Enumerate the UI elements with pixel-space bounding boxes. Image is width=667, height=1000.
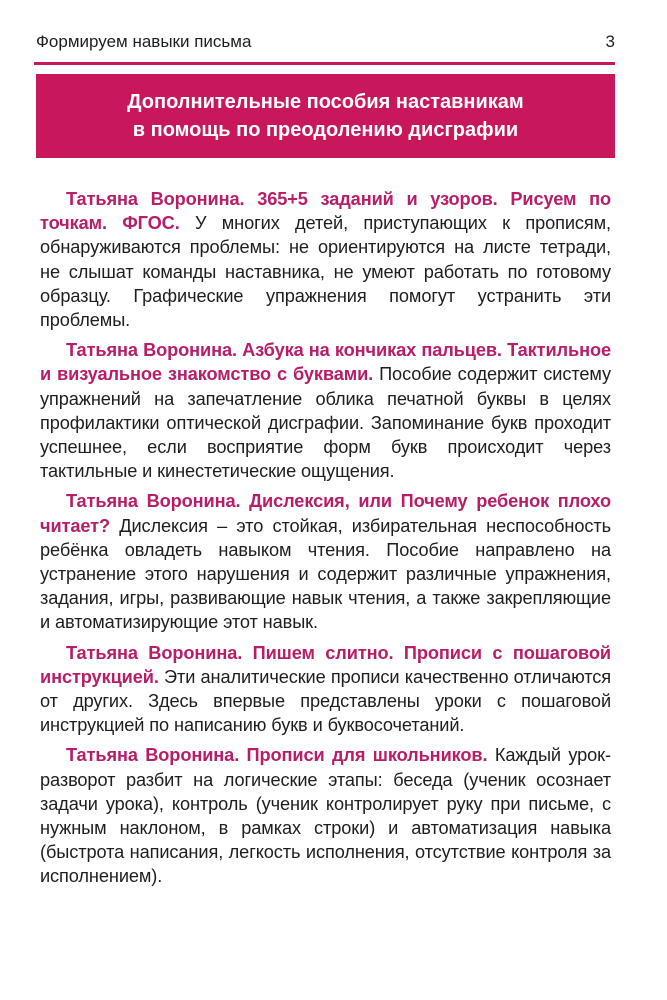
book-description: У многих детей, приступающих к прописям, обнаруживаются проблемы: не ориентируются на листе тетради, не слышат команды наставника, не умеют работать по готовому образцу. Графические упражнения помогут устранить эти проблемы. (40, 213, 612, 331)
book-entry-3 (40, 489, 611, 634)
book-description: Пособие содержит систему упражнений на запечатление облика печатной буквы в целях профилактики оптической дисграфии. Запоминание букв проходит успешнее, если восприятие форм букв происходит через тактильные и кинестетические ощущения. (40, 364, 611, 482)
book-entry-1 (40, 187, 611, 332)
book-title: Татьяна Воронина. Пишем слитно. Прописи с пошаговой инструкцией. (40, 642, 611, 687)
page-header (36, 32, 615, 58)
book-entry-2 (40, 338, 611, 483)
page-number: 3 (605, 32, 615, 51)
book-list (40, 187, 611, 895)
book-title: Татьяна Воронина. Дислексия, или Почему ребенок плохо читает? (40, 491, 611, 536)
section-banner (36, 74, 615, 158)
book-title: Татьяна Воронина. 365+5 заданий и узоров. Рисуем по точкам. ФГОС. (40, 189, 611, 234)
banner-line-2: в помощь по преодолению дисграфии (132, 119, 519, 141)
book-title: Татьяна Воронина. Прописи для школьников. (66, 745, 488, 766)
book-description: Дислексия – это стойкая, избирательная неспособность ребёнка овладеть навыком чтения. Пособие направлено на устранение этого нарушения и содержит различные упражнения, задания, игры, развивающие навык чтения, а также закрепляющие и автоматизирующие этот навык. (40, 515, 611, 633)
book-title: Татьяна Воронина. Азбука на кончиках пальцев. Тактильное и визуальное знакомство с буквами. (40, 340, 611, 385)
running-title: Формируем навыки письма (36, 32, 252, 51)
book-entry-5 (40, 743, 611, 888)
book-description: Каждый урок-разворот разбит на логические этапы: беседа (ученик осознает задачи урока), контроль (ученик контролирует руку при письме, с нужным наклоном, в рамках строки) и автоматизация навыка (быстрота написания, легкость исполнения, отсутствие контроля за исполнением). (40, 745, 611, 887)
book-entry-4 (40, 641, 611, 738)
book-description: Эти аналитические прописи качественно отличаются от других. Здесь впервые представлены уроки с пошаговой инструкцией по написанию букв и буквосочетаний. (40, 666, 611, 736)
banner-line-1: Дополнительные пособия наставникам (127, 91, 524, 113)
header-divider (34, 62, 615, 65)
